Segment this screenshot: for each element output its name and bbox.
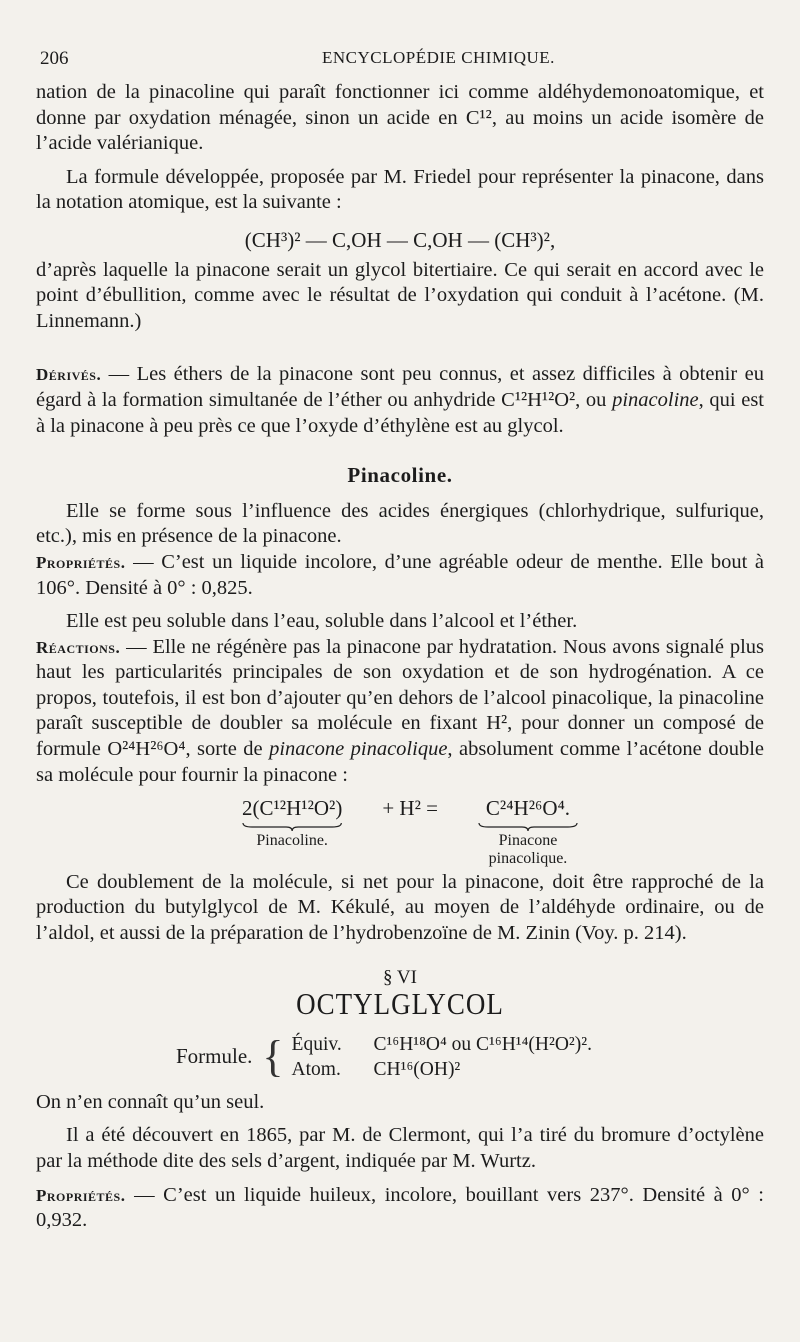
equation-left [242, 796, 342, 868]
developed-formula: (CH³)² — C,OH — C,OH — (CH³)², [244, 227, 556, 252]
reactions-italic: pinacone pinacolique [269, 738, 448, 761]
proprietes-text-1: — C’est un liquide incolore, d’une agréable odeur de menthe. Elle bout à 106°. Densité à 0° : 0,825. [36, 550, 764, 599]
reactions-text-2: , absolument comme l’acétone double sa molécule pour fournir la pinacone : [36, 738, 764, 786]
equation-right-label-2: pinacolique. [488, 849, 568, 867]
equation [36, 796, 764, 868]
equation-left-label: Pinacoline. [256, 831, 328, 849]
paragraph-continuation: nation de la pinacoline qui paraît fonctionner ici comme aldéhydemonoatomique, et donne par oxydation ménagée, sinon un acide en C¹², au moins un acide isomère de l’acide valérianique. [36, 81, 764, 155]
proprietes-label-1: Propriétés. [36, 552, 126, 572]
pinacoline-heading: Pinacoline. [347, 463, 453, 488]
equation-right [478, 796, 578, 868]
derives-label: Dérivés. [36, 365, 102, 385]
formula-equiv-key: Équiv. [291, 1033, 342, 1055]
paragraph-derives [36, 362, 764, 439]
text-column [36, 80, 764, 1234]
paragraph-reactions [36, 635, 764, 789]
formula-atom-value: CH¹⁶(OH)² [373, 1058, 461, 1080]
equation-operator: + H² = [382, 796, 438, 821]
paragraph-formation: Elle se forme sous l’influence des acides énergiques (chlorhydrique, sulfurique, etc.), mis en présence de la pinacone. [36, 499, 764, 548]
paragraph-proprietes-1 [36, 550, 764, 601]
formula-rows [292, 1032, 592, 1082]
underbrace-left [242, 822, 342, 832]
running-title: ENCYCLOPÉDIE CHIMIQUE. [322, 48, 555, 67]
proprietes-text-2: — C’est un liquide huileux, incolore, bouillant vers 237°. Densité à 0° : 0,932. [36, 1183, 764, 1232]
derives-text-1: — Les éthers de la pinacone sont peu connus, et assez difficiles à obtenir eu égard à la formation simultanée de l’éther ou anhydride C¹²H¹²O², ou [36, 363, 764, 411]
equation-right-label-1: Pinacone [498, 831, 558, 849]
equation-right-term: C²⁴H²⁶O⁴. [485, 796, 571, 821]
reactions-text-1: — Elle ne régénère pas la pinacone par hydratation. Nous avons signalé plus haut les particularités principales de son oxydation et de son hydrogénation. A ce propos, toutefois, il est bon d’ajouter qu’en dehors de l’alcool pinacolique, la pinacoline paraît susceptible de doubler sa molécule en fixant H², pour donner un composé de formule O²⁴H²⁶O⁴, sorte de [36, 635, 764, 761]
paragraph-solubility: Elle est peu soluble dans l’eau, soluble dans l’alcool et l’éther. [66, 610, 578, 633]
paragraph-doublement: Ce doublement de la molécule, si net pour la pinacone, doit être rapproché de la production du butylglycol de M. Kékulé, au moyen de l’aldéhyde ordinaire, ou de l’aldol, et aussi de la préparation de l’hydrobenzoïne de M. Zinin (Voy. p. 214). [36, 870, 764, 945]
reactions-label: Réactions. [36, 637, 121, 657]
formula-equiv-row [292, 1032, 592, 1057]
paragraph-discovery: Il a été découvert en 1865, par M. de Clermont, qui l’a tiré du bromure d’octylène par la méthode dite des sels d’argent, indiquée par M. Wurtz. [36, 1124, 764, 1172]
formula-atom-key: Atom. [291, 1058, 341, 1080]
proprietes-label-2: Propriétés. [36, 1185, 126, 1205]
derives-text-2: , qui est à la pinacone à peu près ce que l’oxyde d’éthylène est au glycol. [36, 388, 765, 437]
formula-equiv-value: C¹⁶H¹⁸O⁴ ou C¹⁶H¹⁴(H²O²)². [373, 1033, 592, 1055]
formula-label: Formule. [176, 1044, 253, 1069]
underbrace-right [478, 822, 578, 832]
formula-atom-row [292, 1057, 592, 1082]
running-header [40, 48, 764, 72]
octylglycol-heading: OCTYLGLYCOL [296, 986, 504, 1022]
section-number: § VI [383, 966, 417, 988]
paragraph-only-one: On n’en connaît qu’un seul. [36, 1090, 265, 1113]
equation-left-term: 2(C¹²H¹²O²) [242, 796, 343, 821]
paragraph-bitertiary: d’après laquelle la pinacone serait un glycol bitertiaire. Ce qui serait en accord avec le point d’ébullition, comme avec le résultat de l’oxydation qui conduit à l’acétone. (M. Linnemann.) [36, 258, 764, 332]
paragraph-proprietes-2 [36, 1183, 764, 1234]
page-number: 206 [40, 48, 69, 69]
formula-block [176, 1032, 764, 1082]
formula-brace: { [262, 1031, 284, 1081]
derives-italic: pinacoline [612, 388, 699, 411]
paragraph-friedel: La formule développée, proposée par M. Friedel pour représenter la pinacone, dans la notation atomique, est la suivante : [36, 165, 764, 214]
